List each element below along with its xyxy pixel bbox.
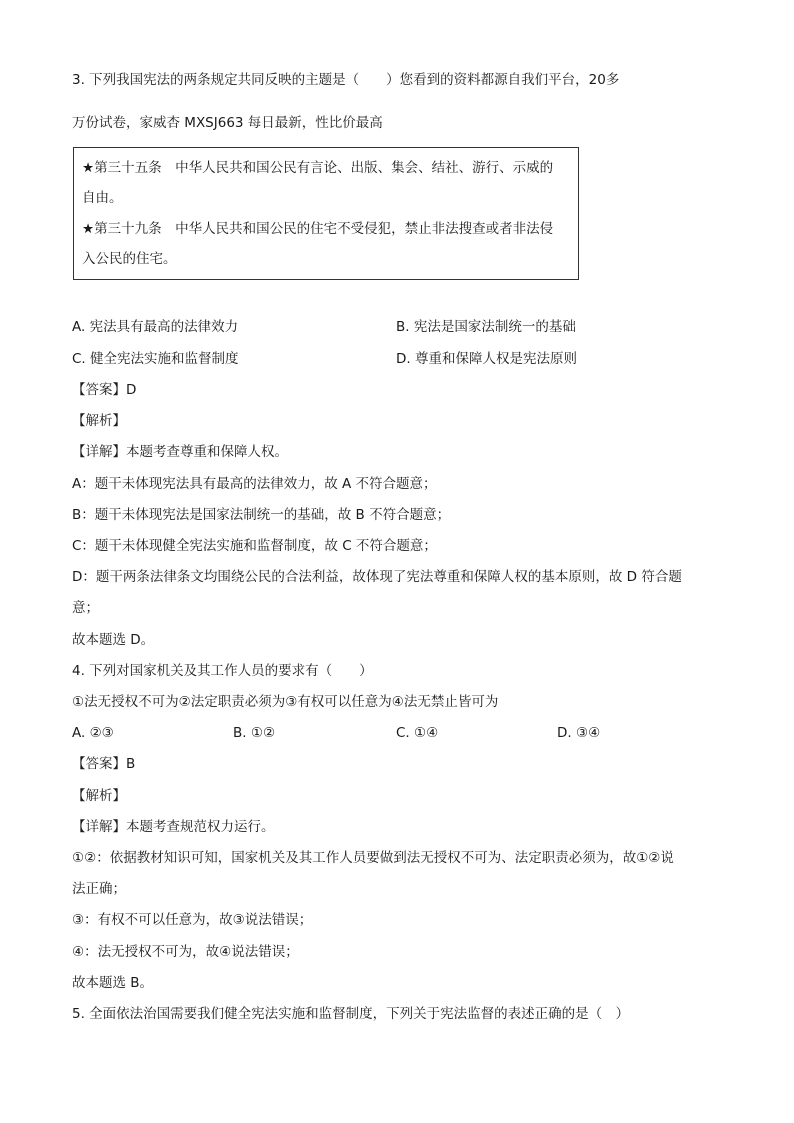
q4-conclusion: 故本题选 B。	[72, 975, 154, 991]
q3-analysis-label: 【解析】	[72, 413, 126, 429]
q3-stem-line1: 3. 下列我国宪法的两条规定共同反映的主题是（ ）您看到的资料都源自我们平台，20多	[72, 72, 620, 88]
q3-stem-line2: 万份试卷，家威杏 MXSJ663 每日最新，性比价最高	[72, 115, 383, 131]
q3-quote-line: ★第三十九条 中华人民共和国公民的住宅不受侵犯，禁止非法搜查或者非法侵	[82, 221, 554, 237]
q3-quote-line: 自由。	[82, 190, 123, 206]
q3-option-a: A. 宪法具有最高的法律效力	[72, 319, 239, 335]
q3-option-d: D. 尊重和保障人权是宪法原则	[396, 351, 577, 367]
q3-option-b: B. 宪法是国家法制统一的基础	[396, 319, 576, 335]
q4-items: ①法无授权不可为②法定职责必须为③有权可以任意为④法无禁止皆可为	[72, 694, 499, 710]
q3-explanation: 意；	[72, 600, 99, 616]
q3-answer: 【答案】D	[72, 382, 137, 398]
q3-conclusion: 故本题选 D。	[72, 632, 155, 648]
q3-detail: 【详解】本题考查尊重和保障人权。	[72, 444, 288, 460]
q4-option-b: B. ①②	[233, 725, 276, 741]
q4-explanation: 法正确；	[72, 881, 126, 897]
q3-quote-line: ★第三十五条 中华人民共和国公民有言论、出版、集会、结社、游行、示威的	[82, 160, 554, 176]
q3-explanation: D：题干两条法律条文均围绕公民的合法利益，故体现了宪法尊重和保障人权的基本原则，故 D 符合题	[72, 569, 682, 585]
q4-option-a: A. ②③	[72, 725, 114, 741]
q3-explanation: B：题干未体现宪法是国家法制统一的基础，故 B 不符合题意；	[72, 507, 451, 523]
q3-quote-box	[73, 147, 579, 280]
q4-explanation: ③：有权不可以任意为，故③说法错误；	[72, 912, 313, 928]
q4-answer: 【答案】B	[72, 756, 136, 772]
q3-explanation: C：题干未体现健全宪法实施和监督制度，故 C 不符合题意；	[72, 538, 437, 554]
q4-analysis-label: 【解析】	[72, 788, 126, 804]
q4-explanation: ①②：依据教材知识可知，国家机关及其工作人员要做到法无授权不可为、法定职责必须为，故①②说	[72, 850, 674, 866]
q4-stem: 4. 下列对国家机关及其工作人员的要求有（ ）	[72, 663, 373, 679]
q3-explanation: A：题干未体现宪法具有最高的法律效力，故 A 不符合题意；	[72, 476, 437, 492]
q4-option-c: C. ①④	[396, 725, 439, 741]
q4-detail: 【详解】本题考查规范权力运行。	[72, 819, 275, 835]
q3-option-c: C. 健全宪法实施和监督制度	[72, 351, 239, 367]
q5-stem: 5. 全面依法治国需要我们健全宪法实施和监督制度，下列关于宪法监督的表述正确的是（ ）	[72, 1006, 630, 1022]
q3-quote-line: 入公民的住宅。	[82, 251, 177, 267]
q4-option-d: D. ③④	[557, 725, 601, 741]
q4-explanation: ④：法无授权不可为，故④说法错误；	[72, 944, 299, 960]
